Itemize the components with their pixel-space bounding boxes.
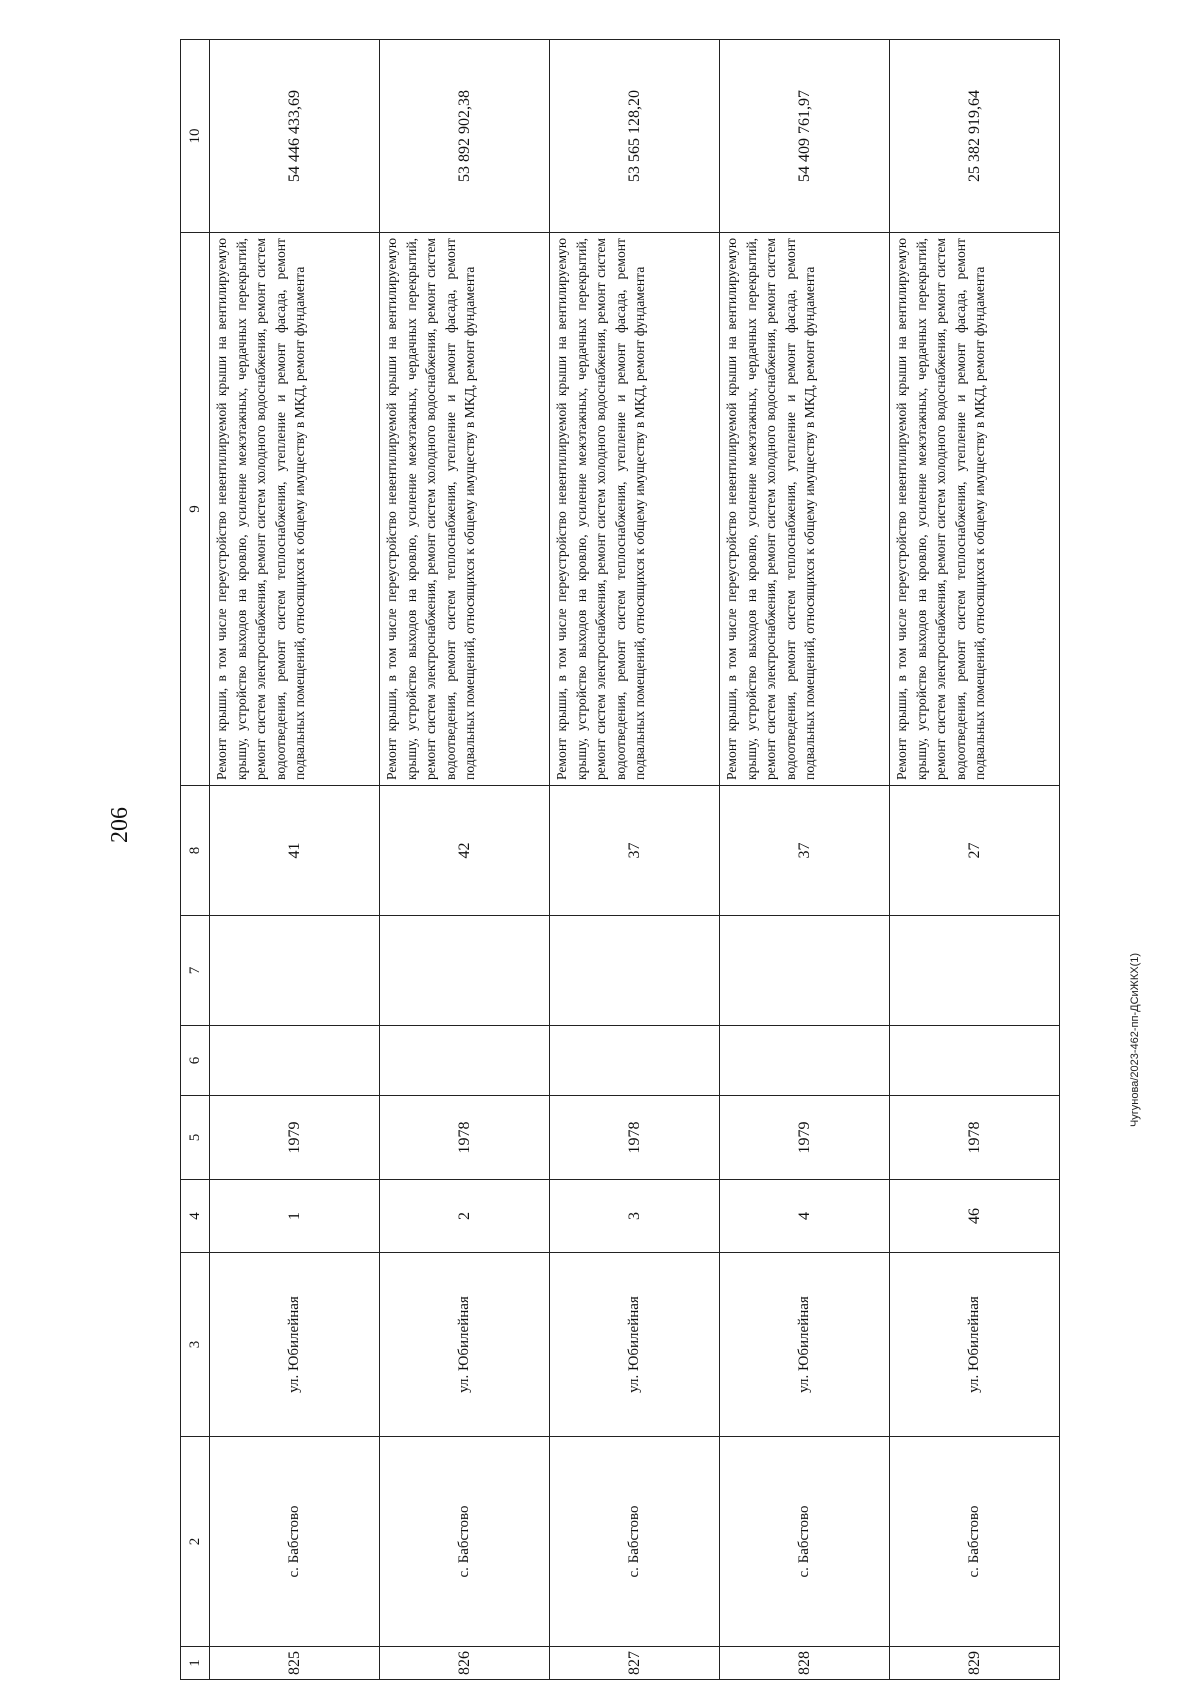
row-number: 825 bbox=[210, 1647, 380, 1680]
house-number-cell: 46 bbox=[890, 1180, 1060, 1253]
locality-cell: с. Бабстово bbox=[890, 1437, 1060, 1647]
column-8-cell: 37 bbox=[550, 786, 720, 916]
document-code: Чугунова/2023-462-пп-ДСиЖКХ(1) bbox=[1129, 952, 1141, 1128]
table-row bbox=[380, 40, 550, 1680]
locality-cell: с. Бабстово bbox=[210, 1437, 380, 1647]
column-8-cell: 27 bbox=[890, 786, 1060, 916]
works-description-cell: Ремонт крыши, в том числе переустройство невентилируемой крыши на вентилируемую крышу, устройство выходов на кровлю, усиление межэтажных, чердачных перекрытий, ремонт систем электроснабжения, ремонт систем холодного водоснабжения, ремонт систем водоотведения, ремонт систем теплоснабжения, утепление и ремонт фасада, ремонт подвальных помещений, относящихся к общему имуществу в МКД, ремонт фундамента bbox=[720, 233, 890, 786]
year-cell: 1979 bbox=[210, 1096, 380, 1180]
column-7-cell bbox=[890, 916, 1060, 1026]
house-number-cell: 3 bbox=[550, 1180, 720, 1253]
house-number-cell: 4 bbox=[720, 1180, 890, 1253]
street-cell: ул. Юбилейная bbox=[550, 1253, 720, 1437]
row-number: 827 bbox=[550, 1647, 720, 1680]
year-cell: 1979 bbox=[720, 1096, 890, 1180]
street-cell: ул. Юбилейная bbox=[720, 1253, 890, 1437]
column-8-cell: 37 bbox=[720, 786, 890, 916]
works-description-cell: Ремонт крыши, в том числе переустройство невентилируемой крыши на вентилируемую крышу, устройство выходов на кровлю, усиление межэтажных, чердачных перекрытий, ремонт систем электроснабжения, ремонт систем холодного водоснабжения, ремонт систем водоотведения, ремонт систем теплоснабжения, утепление и ремонт фасада, ремонт подвальных помещений, относящихся к общему имуществу в МКД, ремонт фундамента bbox=[380, 233, 550, 786]
capital-repair-table bbox=[180, 39, 1060, 1680]
column-number: 2 bbox=[181, 1437, 210, 1647]
year-cell: 1978 bbox=[550, 1096, 720, 1180]
column-6-cell bbox=[210, 1026, 380, 1096]
street-cell: ул. Юбилейная bbox=[210, 1253, 380, 1437]
row-number: 828 bbox=[720, 1647, 890, 1680]
row-number: 829 bbox=[890, 1647, 1060, 1680]
column-8-cell: 42 bbox=[380, 786, 550, 916]
rotated-table-container bbox=[180, 40, 1060, 1680]
house-number-cell: 1 bbox=[210, 1180, 380, 1253]
column-8-cell: 41 bbox=[210, 786, 380, 916]
table-row bbox=[720, 40, 890, 1680]
street-cell: ул. Юбилейная bbox=[380, 1253, 550, 1437]
table-row bbox=[550, 40, 720, 1680]
works-description-cell: Ремонт крыши, в том числе переустройство невентилируемой крыши на вентилируемую крышу, устройство выходов на кровлю, усиление межэтажных, чердачных перекрытий, ремонт систем электроснабжения, ремонт систем холодного водоснабжения, ремонт систем водоотведения, ремонт систем теплоснабжения, утепление и ремонт фасада, ремонт подвальных помещений, относящихся к общему имуществу в МКД, ремонт фундамента bbox=[890, 233, 1060, 786]
works-description-cell: Ремонт крыши, в том числе переустройство невентилируемой крыши на вентилируемую крышу, устройство выходов на кровлю, усиление межэтажных, чердачных перекрытий, ремонт систем электроснабжения, ремонт систем холодного водоснабжения, ремонт систем водоотведения, ремонт систем теплоснабжения, утепление и ремонт фасада, ремонт подвальных помещений, относящихся к общему имуществу в МКД, ремонт фундамента bbox=[550, 233, 720, 786]
column-7-cell bbox=[210, 916, 380, 1026]
table-row bbox=[890, 40, 1060, 1680]
year-cell: 1978 bbox=[380, 1096, 550, 1180]
cost-cell: 25 382 919,64 bbox=[890, 40, 1060, 233]
page-number: 206 bbox=[107, 807, 133, 843]
column-7-cell bbox=[550, 916, 720, 1026]
locality-cell: с. Бабстово bbox=[550, 1437, 720, 1647]
street-cell: ул. Юбилейная bbox=[890, 1253, 1060, 1437]
column-number: 10 bbox=[181, 40, 210, 233]
column-6-cell bbox=[720, 1026, 890, 1096]
column-7-cell bbox=[380, 916, 550, 1026]
year-cell: 1978 bbox=[890, 1096, 1060, 1180]
column-number: 8 bbox=[181, 786, 210, 916]
house-number-cell: 2 bbox=[380, 1180, 550, 1253]
column-number: 1 bbox=[181, 1647, 210, 1680]
locality-cell: с. Бабстово bbox=[380, 1437, 550, 1647]
cost-cell: 53 565 128,20 bbox=[550, 40, 720, 233]
locality-cell: с. Бабстово bbox=[720, 1437, 890, 1647]
column-number: 6 bbox=[181, 1026, 210, 1096]
table-row bbox=[210, 40, 380, 1680]
column-number-row bbox=[181, 40, 210, 1680]
row-number: 826 bbox=[380, 1647, 550, 1680]
column-number: 4 bbox=[181, 1180, 210, 1253]
cost-cell: 53 892 902,38 bbox=[380, 40, 550, 233]
column-number: 5 bbox=[181, 1096, 210, 1180]
column-7-cell bbox=[720, 916, 890, 1026]
column-6-cell bbox=[380, 1026, 550, 1096]
column-6-cell bbox=[890, 1026, 1060, 1096]
cost-cell: 54 446 433,69 bbox=[210, 40, 380, 233]
column-6-cell bbox=[550, 1026, 720, 1096]
column-number: 7 bbox=[181, 916, 210, 1026]
works-description-cell: Ремонт крыши, в том числе переустройство невентилируемой крыши на вентилируемую крышу, устройство выходов на кровлю, усиление межэтажных, чердачных перекрытий, ремонт систем электроснабжения, ремонт систем холодного водоснабжения, ремонт систем водоотведения, ремонт систем теплоснабжения, утепление и ремонт фасада, ремонт подвальных помещений, относящихся к общему имуществу в МКД, ремонт фундамента bbox=[210, 233, 380, 786]
column-number: 9 bbox=[181, 233, 210, 786]
cost-cell: 54 409 761,97 bbox=[720, 40, 890, 233]
column-number: 3 bbox=[181, 1253, 210, 1437]
